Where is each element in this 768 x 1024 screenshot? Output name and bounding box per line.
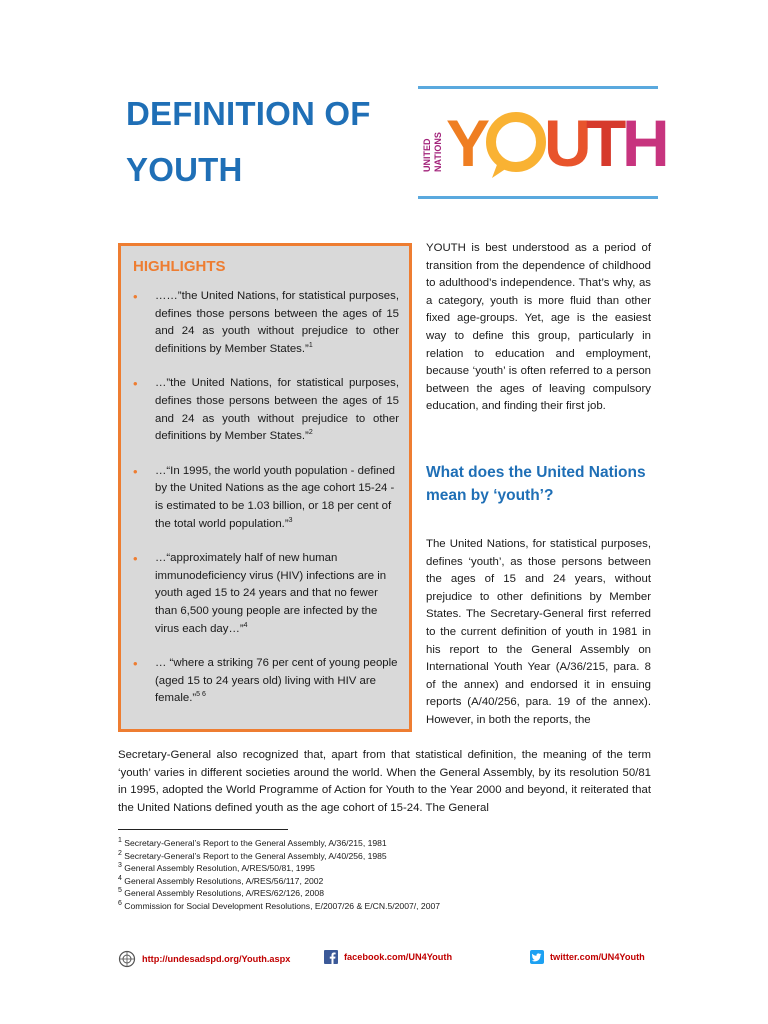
youth-wordmark bbox=[446, 104, 670, 184]
footnote: $^6$ Commission for Social Development Resolutions, E/2007/26 & E/CN.5/2007/, 2007 bbox=[118, 900, 441, 911]
page-title bbox=[126, 86, 406, 198]
body-paragraph-right: The United Nations, for statistical purposes, defines ‘youth’, as those persons between the ages of 15 and 24 years, without prejudice to other definitions by Member States. The Secretary-General first referred to the current definition of youth in 1981 in his report to the General Assembly on International Youth Year (A/36/215, para. 8 of the annex) and endorsed it in ensuing reports (A/40/256, para. 19 of the annex). However, in both the reports, the bbox=[426, 538, 651, 726]
highlight-item: • …“approximately half of new human immunodeficiency virus (HIV) infections are in youth aged 15 to 24 years and that no fewer than 6,500 young people are infected by the virus each day…”$^4$ bbox=[133, 551, 387, 635]
un-emblem-icon bbox=[118, 950, 136, 968]
bullet-icon: • bbox=[133, 376, 138, 392]
footnote-divider bbox=[118, 829, 288, 830]
svg-text:H: H bbox=[622, 106, 670, 180]
highlights-list bbox=[121, 288, 409, 725]
highlight-item: • … “where a striking 76 per cent of young people (aged 15 to 24 years old) living with HIV are female.”$^{5 6}$ bbox=[133, 656, 398, 705]
un-youth-logo bbox=[418, 86, 670, 200]
footnotes bbox=[118, 837, 638, 913]
section-heading: What does the United Nations mean by ‘youth’? bbox=[426, 464, 646, 504]
facebook-link[interactable]: facebook.com/UN4Youth bbox=[324, 950, 452, 964]
footnote: $^2$ Secretary-General’s Report to the General Assembly, A/40/256, 1985 bbox=[118, 849, 387, 861]
highlights-box bbox=[118, 243, 412, 732]
bullet-icon: • bbox=[133, 463, 138, 479]
highlight-item: • ……”the United Nations, for statistical purposes, defines those persons between the ages of 15 and 24 as youth without prejudice to other definitions by Member States.”$^1$ bbox=[133, 289, 399, 355]
footer bbox=[0, 950, 768, 972]
title-line-1: DEFINITION OF bbox=[126, 95, 371, 132]
svg-text:NATIONS: NATIONS bbox=[433, 132, 443, 172]
bullet-icon: • bbox=[133, 656, 138, 672]
body-paragraph-full: Secretary-General also recognized that, apart from that statistical definition, the meaning of the term ‘youth’ varies in different societies around the world. When the General Assembly, by its resolution 50/81 in 1995, adopted the World Programme of Action for Youth to the Year 2000 and beyond, it reiterated that the United Nations defined youth as the age cohort of 15-24. The General bbox=[118, 749, 651, 814]
svg-text:T: T bbox=[586, 106, 627, 180]
footnote: $^4$ General Assembly Resolutions, A/RES/56/117, 2002 bbox=[118, 874, 324, 886]
highlight-item: • …”the United Nations, for statistical purposes, defines those persons between the ages of 15 and 24 as youth without prejudice to other definitions by Member States.”$^2$ bbox=[133, 376, 399, 443]
logo-top-rule bbox=[418, 86, 658, 89]
united-nations-wordmark bbox=[420, 106, 444, 176]
title-line-2: YOUTH bbox=[126, 151, 243, 188]
twitter-link[interactable]: twitter.com/UN4Youth bbox=[530, 950, 645, 964]
highlight-item: • …“In 1995, the world youth population - defined by the United Nations as the age cohort 15-24 - is estimated to be 1.03 billion, or 18 per cent of the total world population.”$^3$ bbox=[133, 463, 395, 530]
footnote: $^5$ General Assembly Resolutions, A/RES/62/126, 2008 bbox=[118, 887, 324, 899]
twitter-icon bbox=[530, 950, 544, 964]
bullet-icon: • bbox=[133, 289, 138, 304]
highlights-title: HIGHLIGHTS bbox=[133, 258, 226, 275]
footnote: $^3$ General Assembly Resolution, A/RES/50/81, 1995 bbox=[118, 862, 315, 874]
facebook-icon bbox=[324, 950, 338, 964]
svg-text:Y: Y bbox=[446, 106, 491, 180]
footnote: $^1$ Secretary-General’s Report to the General Assembly, A/36/215, 1981 bbox=[118, 837, 387, 848]
website-link[interactable]: http://undesadspd.org/Youth.aspx bbox=[118, 950, 290, 968]
logo-bottom-rule bbox=[418, 196, 658, 199]
svg-text:U: U bbox=[544, 106, 592, 180]
bullet-icon: • bbox=[133, 551, 138, 567]
intro-paragraph: YOUTH is best understood as a period of transition from the dependence of childhood to adulthood’s independence. That’s why, as a category, youth is more fluid than other fixed age-groups. Yet, age is the easiest way to define this group, particularly in relation to education and employment, because ‘youth’ is often referred to a person between the ages of leaving compulsory education, and finding their first job. bbox=[426, 242, 651, 413]
svg-text:UNITED: UNITED bbox=[422, 138, 432, 172]
